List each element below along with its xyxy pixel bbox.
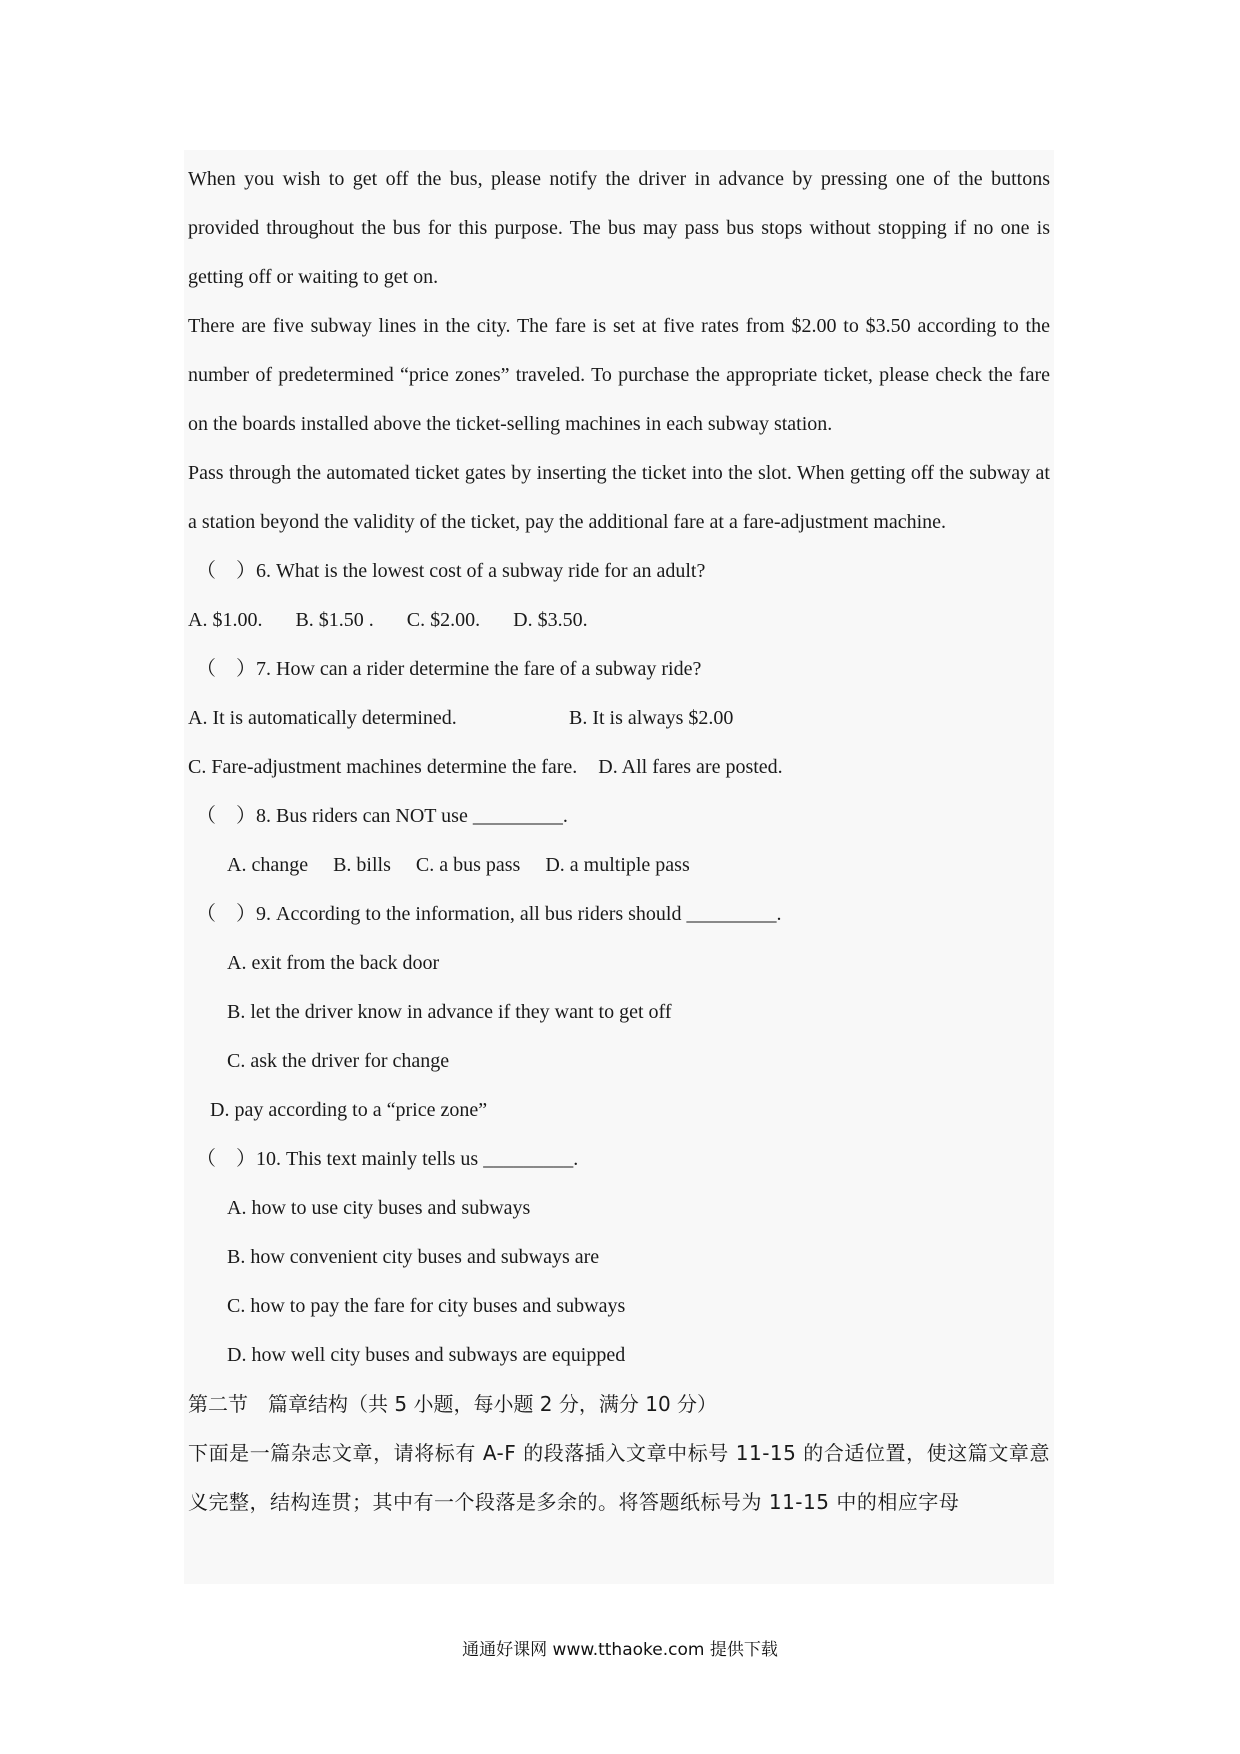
question-7-options-cd <box>188 743 1050 792</box>
question-6-option-d: D. $3.50. <box>513 609 588 631</box>
question-8-options <box>188 841 1050 890</box>
question-6-option-a: A. $1.00. <box>188 609 263 631</box>
question-9-option-c: C. ask the driver for change <box>227 1050 450 1072</box>
question-7-stem: （ ）7. How can a rider determine the fare of a subway ride? <box>196 658 702 680</box>
question-9-option-a: A. exit from the back door <box>227 952 440 974</box>
question-8-option-d: D. a multiple pass <box>545 854 690 876</box>
question-8-option-c: C. a bus pass <box>415 854 521 876</box>
question-8-stem: （ ）8. Bus riders can NOT use _________. <box>196 805 568 827</box>
question-6-option-b: B. $1.50 . <box>295 609 374 631</box>
passage-paragraph-1: When you wish to get off the bus, please notify the driver in advance by pressing one of the buttons provided throughout the bus for this purpose. The bus may pass bus stops without stopping if no one is getting off or waiting to get on. <box>188 168 1050 288</box>
question-7-option-c: C. Fare-adjustment machines determine the fare. <box>188 756 578 778</box>
question-9-stem: （ ）9. According to the information, all bus riders should _________. <box>196 903 782 925</box>
question-7-option-d: D. All fares are posted. <box>598 756 783 778</box>
question-9-option-b: B. let the driver know in advance if they want to get off <box>227 1001 672 1023</box>
document-content <box>188 155 1050 1527</box>
question-6-options <box>188 596 1050 645</box>
question-7-option-b: B. It is always $2.00 <box>569 707 734 729</box>
passage-paragraph-3: Pass through the automated ticket gates by inserting the ticket into the slot. When getting off the subway at a station beyond the validity of the ticket, pay the additional fare at a fare-adjustment machine. <box>188 462 1050 533</box>
question-10-option-c: C. how to pay the fare for city buses and subways <box>227 1295 626 1317</box>
question-8-option-b: B. bills <box>333 854 391 876</box>
question-10-option-a: A. how to use city buses and subways <box>227 1197 531 1219</box>
question-10-option-b: B. how convenient city buses and subways are <box>227 1246 600 1268</box>
question-8-option-a: A. change <box>227 854 309 876</box>
question-6-option-c: C. $2.00. <box>406 609 481 631</box>
question-10-stem: （ ）10. This text mainly tells us _________. <box>196 1148 579 1170</box>
section-2-heading: 第二节 篇章结构（共 5 小题，每小题 2 分，满分 10 分） <box>188 1392 718 1416</box>
passage-paragraph-2: There are five subway lines in the city. The fare is set at five rates from $2.00 to $3.50 according to the number of predetermined “price zones” traveled. To purchase the appropriate ticket, please check the fare on the boards installed above the ticket-selling machines in each subway station. <box>188 315 1050 435</box>
question-10-option-d: D. how well city buses and subways are equipped <box>227 1344 626 1366</box>
question-9-option-d: D. pay according to a “price zone” <box>210 1099 488 1121</box>
section-2-instruction: 下面是一篇杂志文章，请将标有 A-F 的段落插入文章中标号 11-15 的合适位置，使这篇文章意义完整，结构连贯；其中有一个段落是多余的。将答题纸标号为 11-15 中的相应字母 <box>188 1441 1050 1514</box>
question-7-option-a: A. It is automatically determined. <box>188 707 457 729</box>
question-6-stem: （ ）6. What is the lowest cost of a subway ride for an adult? <box>196 560 706 582</box>
footer-watermark: 通通好课网 www.tthaoke.com 提供下载 <box>462 1640 778 1660</box>
question-7-options-ab <box>188 694 1050 743</box>
